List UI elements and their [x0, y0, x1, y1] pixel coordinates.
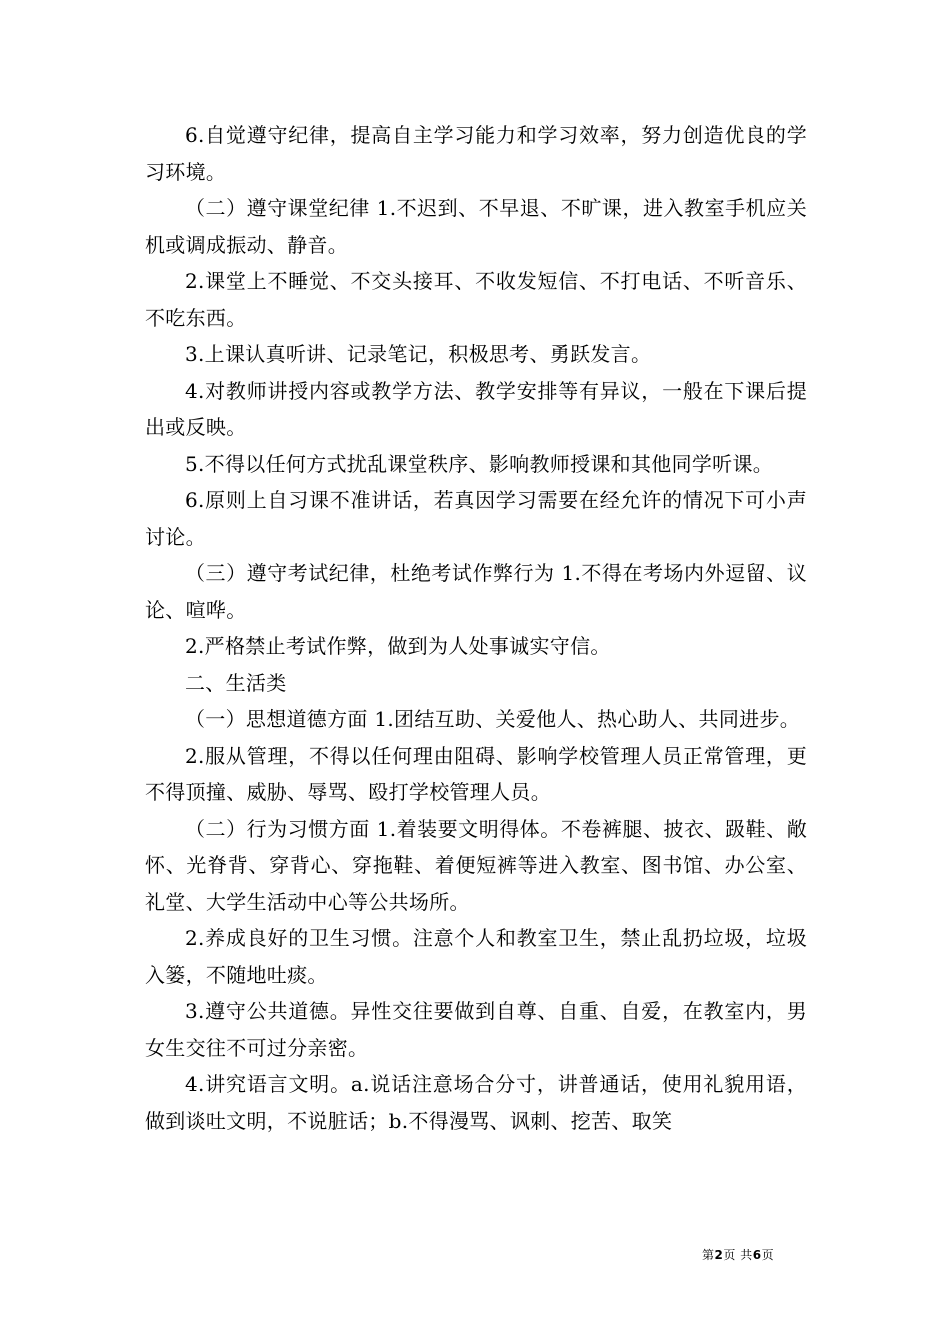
paragraph: （二）行为习惯方面 1.着装要文明得体。不卷裤腿、披衣、趿鞋、敞怀、光脊背、穿背心、穿拖鞋、着便短裤等进入教室、图书馆、办公室、礼堂、大学生活动中心等公共场所。	[145, 816, 807, 914]
paragraph: （一）思想道德方面 1.团结互助、关爱他人、热心助人、共同进步。	[185, 707, 801, 731]
paragraph: （二）遵守课堂纪律 1.不迟到、不早退、不旷课，进入教室手机应关机或调成振动、静音。	[145, 196, 807, 257]
paragraph: 2.课堂上不睡觉、不交头接耳、不收发短信、不打电话、不听音乐、不吃东西。	[145, 269, 807, 330]
paragraph: 2.服从管理，不得以任何理由阻碍、影响学校管理人员正常管理，更不得顶撞、威胁、辱骂、殴打学校管理人员。	[145, 743, 807, 804]
footer-prefix: 第	[702, 1248, 715, 1262]
paragraph: 2.养成良好的卫生习惯。注意个人和教室卫生，禁止乱扔垃圾，垃圾入篓，不随地吐痰。	[145, 926, 807, 987]
total-page-number: 6	[752, 1248, 762, 1262]
paragraph: 2.严格禁止考试作弊，做到为人处事诚实守信。	[185, 634, 611, 658]
paragraph: 6.自觉遵守纪律，提高自主学习能力和学习效率，努力创造优良的学习环境。	[145, 123, 807, 184]
paragraph: 3.遵守公共道德。异性交往要做到自尊、自重、自爱，在教室内，男女生交往不可过分亲密。	[145, 999, 807, 1060]
paragraph: 5.不得以任何方式扰乱课堂秩序、影响教师授课和其他同学听课。	[185, 451, 774, 476]
paragraph: 4.讲究语言文明。a.说话注意场合分寸，讲普通话，使用礼貌用语，做到谈吐文明，不说脏话；b.不得漫骂、讽刺、挖苦、取笑	[145, 1072, 807, 1133]
paragraph: 6.原则上自习课不准讲话，若真因学习需要在经允许的情况下可小声讨论。	[145, 488, 807, 549]
paragraph: 4.对教师讲授内容或教学方法、教学安排等有异议，一般在下课后提出或反映。	[145, 378, 807, 439]
footer-middle: 页 共	[723, 1248, 753, 1262]
paragraph: （三）遵守考试纪律，杜绝考试作弊行为 1.不得在考场内外逗留、议论、喧哗。	[145, 561, 807, 622]
page-footer	[702, 1246, 774, 1263]
section-heading: 二、生活类	[185, 670, 287, 695]
document-body	[145, 117, 807, 1139]
current-page-number: 2	[714, 1248, 724, 1262]
paragraph: 3.上课认真听讲、记录笔记，积极思考、勇跃发言。	[185, 342, 652, 366]
footer-suffix: 页	[761, 1248, 775, 1262]
